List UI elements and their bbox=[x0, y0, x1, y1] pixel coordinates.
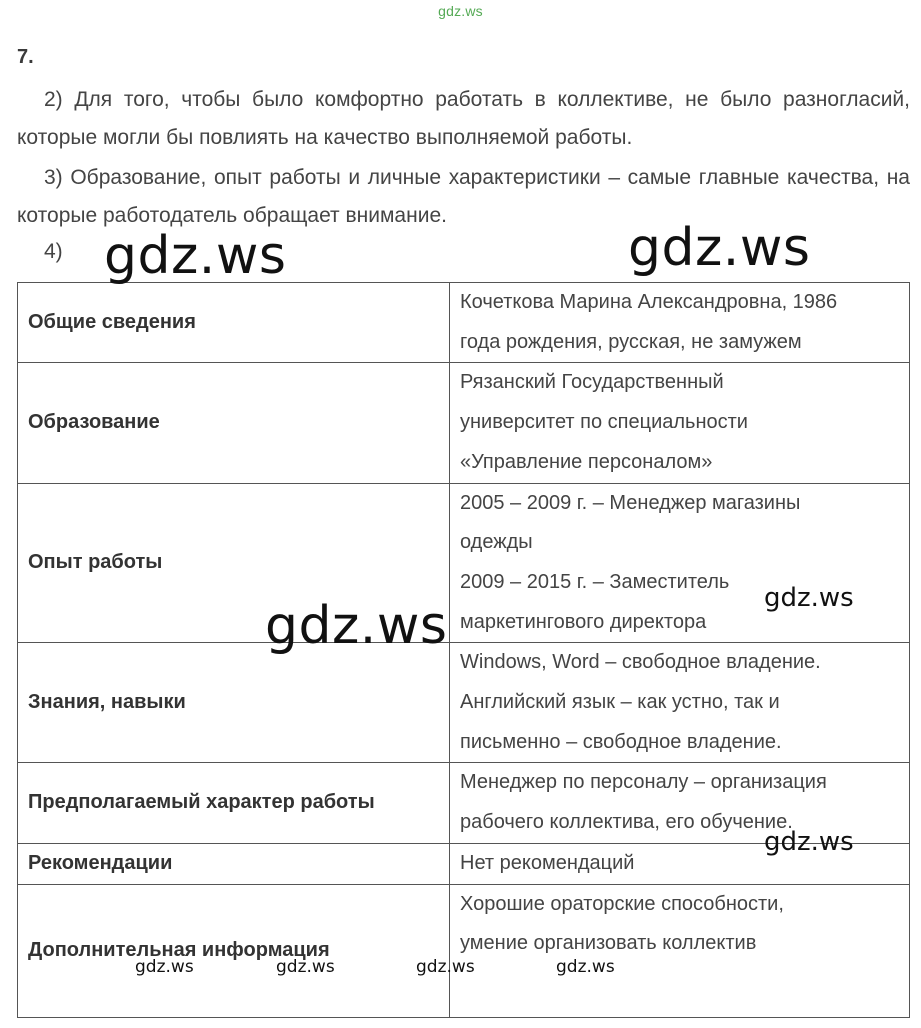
value-line: университет по специальности bbox=[460, 411, 748, 434]
watermark-top: gdz.ws bbox=[438, 3, 483, 19]
table-row bbox=[18, 643, 910, 763]
row-value bbox=[450, 363, 910, 483]
value-line: рабочего коллектива, его обучение. bbox=[460, 811, 793, 834]
value-line: умение организовать коллектив bbox=[460, 932, 757, 955]
watermark-small: gdz.ws bbox=[416, 957, 475, 977]
task-number: 7. bbox=[17, 46, 34, 68]
row-label: Общие сведения bbox=[18, 283, 450, 363]
row-label: Знания, навыки bbox=[18, 643, 450, 763]
value-line: одежды bbox=[460, 531, 533, 554]
row-label: Дополнительная информация bbox=[18, 884, 450, 1017]
table-row bbox=[18, 283, 910, 363]
value-line: маркетингового директора bbox=[460, 610, 707, 633]
value-line: Нет рекомендаций bbox=[460, 851, 635, 874]
watermark-big: gdz.ws bbox=[265, 596, 448, 656]
value-line: Кочеткова Марина Александровна, 1986 bbox=[460, 291, 838, 313]
row-value bbox=[450, 643, 910, 763]
paragraph-2: 2) Для того, чтобы было комфортно работать в коллективе, не было разногласий, которые могли бы повлиять на качество выполняемой работы. bbox=[17, 88, 910, 149]
value-line: Хорошие ораторские способности, bbox=[460, 892, 784, 915]
value-line: 2005 – 2009 г. – Менеджер магазины bbox=[460, 491, 801, 514]
value-line: Рязанский Государственный bbox=[460, 371, 724, 394]
table-row bbox=[18, 884, 910, 1017]
watermark-small: gdz.ws bbox=[276, 957, 335, 977]
watermark-big: gdz.ws bbox=[104, 226, 287, 286]
value-line: Windows, Word – свободное владение. bbox=[460, 651, 821, 674]
watermark-medium: gdz.ws bbox=[764, 827, 854, 857]
value-line: Менеджер по персоналу – организация bbox=[460, 771, 827, 794]
row-label: Образование bbox=[18, 363, 450, 483]
item-4-label: 4) bbox=[44, 240, 63, 263]
row-label: Рекомендации bbox=[18, 843, 450, 884]
row-value bbox=[450, 483, 910, 643]
watermark-small: gdz.ws bbox=[135, 957, 194, 977]
value-line: года рождения, русская, не замужем bbox=[460, 330, 802, 353]
resume-table bbox=[17, 282, 910, 1018]
value-line: 2009 – 2015 г. – Заместитель bbox=[460, 570, 730, 593]
row-label: Предполагаемый характер работы bbox=[18, 763, 450, 843]
watermark-medium: gdz.ws bbox=[764, 583, 854, 613]
table-row bbox=[18, 483, 910, 643]
row-value bbox=[450, 283, 910, 363]
watermark-big: gdz.ws bbox=[628, 218, 811, 278]
value-line: письменно – свободное владение. bbox=[460, 730, 782, 753]
row-label: Опыт работы bbox=[18, 483, 450, 643]
value-line: Английский язык – как устно, так и bbox=[460, 691, 780, 714]
watermark-small: gdz.ws bbox=[556, 957, 615, 977]
paragraph-3: 3) Образование, опыт работы и личные характеристики – самые главные качества, на которые работодатель обращает внимание. bbox=[17, 166, 910, 227]
value-line: «Управление персоналом» bbox=[460, 450, 713, 473]
row-value bbox=[450, 884, 910, 1017]
table-row bbox=[18, 363, 910, 483]
